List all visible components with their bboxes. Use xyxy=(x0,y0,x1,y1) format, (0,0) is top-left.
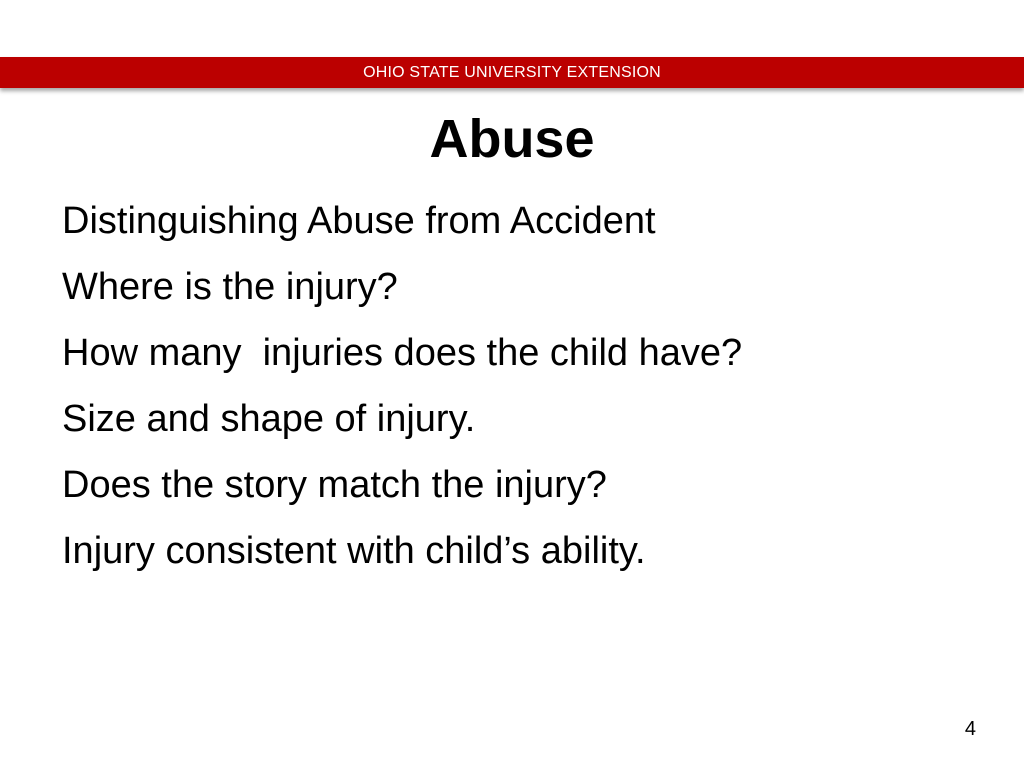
body-line: Distinguishing Abuse from Accident xyxy=(62,200,656,242)
body-line: How many injuries does the child have? xyxy=(62,332,743,374)
slide-title: Abuse xyxy=(429,109,595,169)
body-line: Where is the injury? xyxy=(62,266,398,308)
body-text-list xyxy=(62,188,742,584)
body-line: Injury consistent with child’s ability. xyxy=(62,530,646,572)
body-line: Does the story match the injury? xyxy=(62,464,607,506)
body-line: Size and shape of injury. xyxy=(62,398,476,440)
page-number: 4 xyxy=(964,718,976,740)
header-banner xyxy=(0,57,1024,88)
banner-text: OHIO STATE UNIVERSITY EXTENSION xyxy=(363,63,661,81)
